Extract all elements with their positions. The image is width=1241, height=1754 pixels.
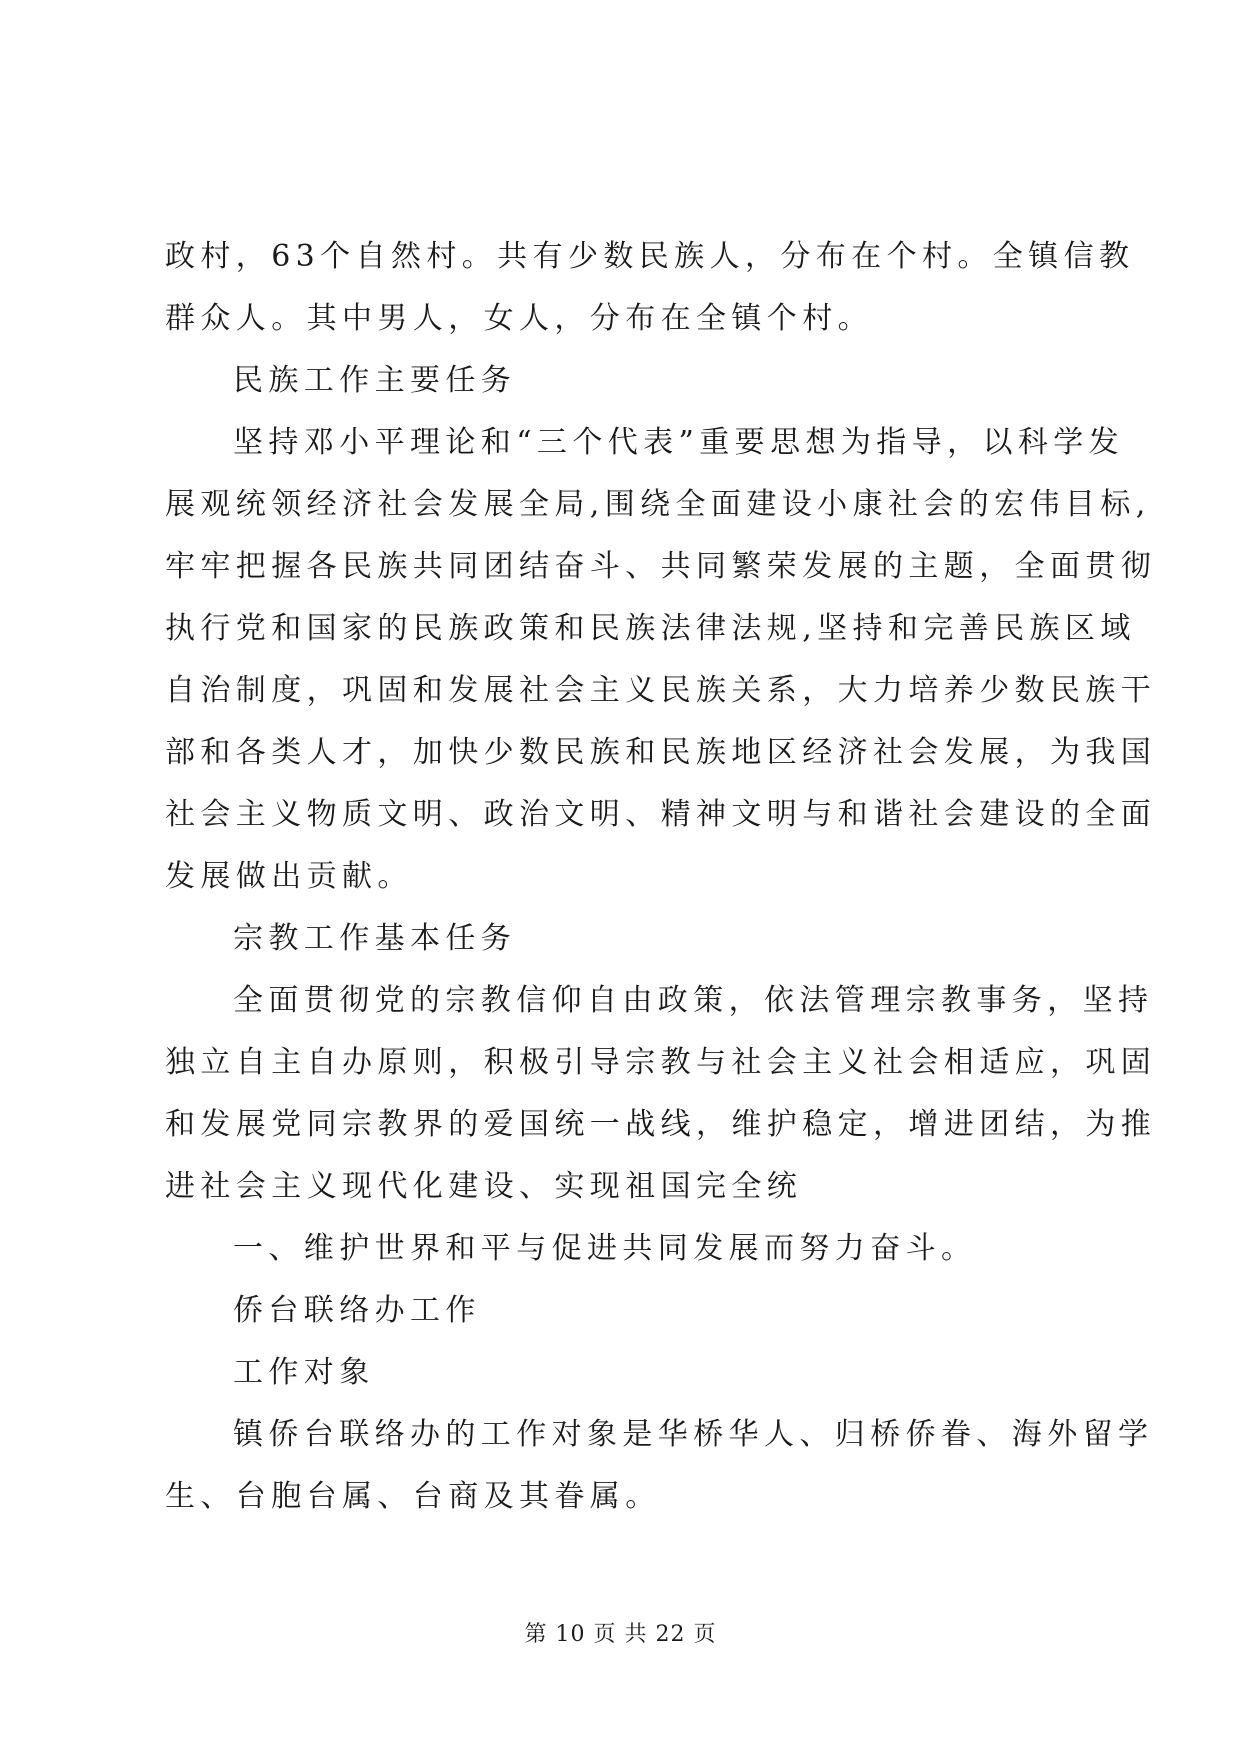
section-heading-ethnic-tasks: 民族工作主要任务 bbox=[233, 363, 517, 398]
body-line-2: 群众人。其中男人，女人，分布在全镇个村。 bbox=[165, 301, 873, 336]
body-line-11: 发展做出贡献。 bbox=[165, 859, 413, 894]
body-line-4: 坚持邓小平理论和“三个代表”重要思想为指导，以科学发 bbox=[233, 425, 1125, 460]
body-line-6: 牢牢把握各民族共同团结奋斗、共同繁荣发展的主题，全面贯彻 bbox=[165, 549, 1157, 584]
body-line-1: 政村，63个自然村。共有少数民族人，分布在个村。全镇信教 bbox=[165, 239, 1135, 274]
body-line-13: 全面贯彻党的宗教信仰自由政策，依法管理宗教事务，坚持 bbox=[233, 983, 1154, 1018]
body-line-17: 一、维护世界和平与促进共同发展而努力奋斗。 bbox=[233, 1231, 977, 1266]
section-heading-overseas-office: 侨台联络办工作 bbox=[233, 1293, 481, 1328]
body-line-8: 自治制度，巩固和发展社会主义民族关系，大力培养少数民族干 bbox=[165, 673, 1157, 708]
body-line-9: 部和各类人才，加快少数民族和民族地区经济社会发展，为我国 bbox=[165, 735, 1157, 770]
body-line-20: 镇侨台联络办的工作对象是华桥华人、归桥侨眷、海外留学 bbox=[233, 1417, 1154, 1452]
document-body bbox=[165, 226, 1157, 1528]
body-line-15: 和发展党同宗教界的爱国统一战线，维护稳定，增进团结，为推 bbox=[165, 1107, 1157, 1142]
page-number-footer: 第 10 页 共 22 页 bbox=[524, 1622, 717, 1647]
body-line-7: 执行党和国家的民族政策和民族法律法规,坚持和完善民族区域 bbox=[165, 611, 1136, 646]
body-line-16: 进社会主义现代化建设、实现祖国完全统 bbox=[165, 1169, 803, 1204]
body-line-21: 生、台胞台属、台商及其眷属。 bbox=[165, 1479, 661, 1514]
section-heading-work-targets: 工作对象 bbox=[233, 1355, 375, 1390]
body-line-5: 展观统领经济社会发展全局,围绕全面建设小康社会的宏伟目标, bbox=[165, 487, 1151, 522]
body-line-14: 独立自主自办原则，积极引导宗教与社会主义社会相适应，巩固 bbox=[165, 1045, 1157, 1080]
section-heading-religion-tasks: 宗教工作基本任务 bbox=[233, 921, 517, 956]
body-line-10: 社会主义物质文明、政治文明、精神文明与和谐社会建设的全面 bbox=[165, 797, 1157, 832]
